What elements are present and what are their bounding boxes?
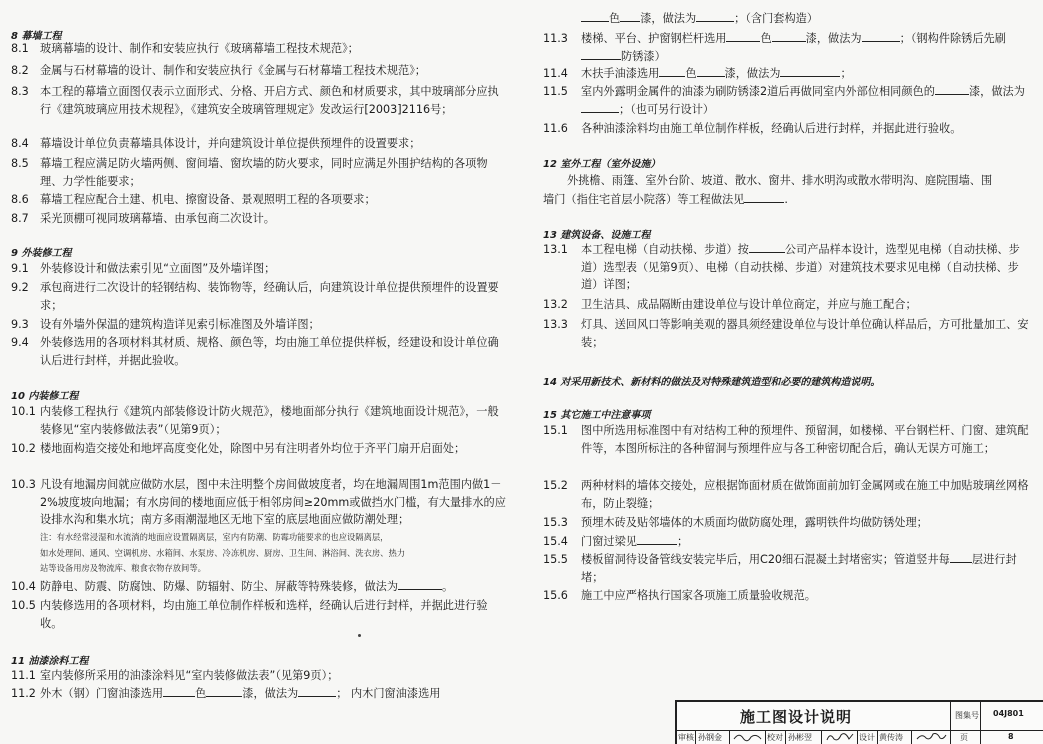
item-number: 10.3: [11, 478, 36, 491]
section-15-heading: 15 其它施工中注意事项: [543, 410, 651, 421]
item-10-1: [11, 403, 506, 438]
item-11-2-continued: [543, 10, 1033, 28]
section-12-paragraph-line2: 墙门（指住宅首层小院落）等工程做法见 .: [543, 193, 788, 206]
atlas-number-label: 图集号: [955, 711, 979, 720]
role-reviewer-label: 审核: [678, 733, 694, 742]
fill-blank: [935, 94, 969, 95]
item-9-4: [11, 334, 506, 369]
item-number: 11.1: [11, 669, 36, 682]
page-number: 8: [1008, 732, 1014, 741]
fill-blank: [206, 696, 242, 697]
item-15-3: [543, 514, 1033, 532]
section-12-paragraph-line1: 外挑檐、雨篷、室外台阶、坡道、散水、窗井、排水明沟或散水带明沟、庭院围墙、围: [567, 174, 993, 187]
fill-blank: [620, 21, 640, 22]
item-text: 公司产品样本设计，选型见电梯（自动扶梯、步道）选型表（见第9页）、电梯（自动扶梯、步道）对建筑技术要求见电梯（自动扶梯、步道）详图；: [581, 243, 1020, 291]
item-11-1: [11, 667, 506, 685]
checker-signature: [825, 730, 855, 743]
item-number: 8.5: [11, 157, 29, 170]
item-text: 防静电、防震、防腐蚀、防爆、防辐射、防尘、屏蔽等特殊装修，做法为: [40, 580, 399, 593]
item-text: 内装修工程执行《建筑内部装修设计防火规范》，楼地面部分执行《建筑地面设计规范》，一般装修见“室内装修做法表”（见第9页）；: [40, 405, 499, 436]
item-15-1: [543, 422, 1033, 457]
fill-blank: [726, 41, 760, 42]
note-line: 站等设备用房及物流库、粮食衣物存放间等。: [40, 563, 206, 573]
item-text: 凡设有地漏房间就应做防水层，图中未注明整个房间做坡度者，均在地漏周围1m范围内做1－2%坡度坡向地漏；有水房间的楼地面应低于相邻房间≥20mm或做挡水门槛，有大量排水的应设排水沟和集水坑；南方多雨潮湿地区无地下室的底层地面应做防潮处理；: [40, 478, 506, 526]
item-text: 内装修选用的各项材料，均由施工单位制作样板和选样，经确认后进行封样，并据此进行验收。: [40, 599, 488, 630]
section-13-heading: 13 建筑设备、设施工程: [543, 230, 651, 241]
section-9-heading: 9 外装修工程: [11, 248, 72, 259]
item-number: 9.2: [11, 281, 29, 294]
designer-signature: [915, 730, 948, 743]
item-number: 11.4: [543, 67, 568, 80]
item-10-2: [11, 440, 506, 458]
item-10-3-note: [40, 530, 510, 577]
item-text: 漆，做法为: [724, 67, 781, 80]
fill-blank: [862, 41, 900, 42]
item-number: 8.6: [11, 193, 29, 206]
designer-name: 黄传涛: [879, 733, 903, 742]
item-number: 15.3: [543, 516, 568, 529]
item-number: 8.4: [11, 137, 29, 150]
item-9-1: [11, 260, 506, 278]
fill-blank: [780, 76, 840, 77]
reviewer-name: 孙钢金: [698, 733, 722, 742]
item-text: 图中所选用标准图中有对结构工种的预埋件、预留洞，如楼梯、平台钢栏杆、门窗、建筑配件等，本图所标注的各种留洞与预埋件应与各工种密切配合后，确认无误方可施工；: [581, 424, 1029, 455]
item-13-3: [543, 316, 1033, 351]
item-text: ；（含门套构造）: [734, 12, 819, 25]
item-number: 9.3: [11, 318, 29, 331]
item-text: 施工中应严格执行国家各项施工质量验收规范。: [581, 589, 816, 602]
item-10-3: [11, 476, 506, 529]
fill-blank: [950, 562, 972, 563]
item-text: 色: [685, 67, 697, 80]
item-8-2: [11, 62, 506, 80]
note-line: 如水处理间、通风、空调机房、水箱间、水泵房、冷冻机房、厨房、卫生间、淋浴间、洗衣房、热力: [40, 547, 406, 558]
item-number: 13.2: [543, 298, 568, 311]
item-15-4: [543, 533, 1033, 551]
speck: [358, 634, 361, 637]
item-9-2: [11, 279, 506, 314]
sheet-title: 施工图设计说明: [740, 708, 853, 726]
role-designer-label: 设计: [859, 733, 875, 742]
item-text: 金属与石材幕墙的设计、制作和安装应执行《金属与石材幕墙工程技术规范》；: [40, 64, 426, 77]
item-number: 11.6: [543, 122, 568, 135]
item-number: 13.1: [543, 243, 568, 256]
item-text: 外木（钢）门窗油漆选用: [40, 687, 164, 700]
fill-blank: [697, 76, 725, 77]
item-11-6: [543, 120, 1033, 138]
item-number: 10.5: [11, 599, 36, 612]
item-text: 色: [760, 32, 772, 45]
item-number: 10.1: [11, 405, 36, 418]
item-text: 本工程电梯（自动扶梯、步道）按: [581, 243, 749, 256]
item-text: 承包商进行二次设计的轻钢结构、装饰物等，经确认后，向建筑设计单位提供预埋件的设置要求；: [40, 281, 499, 312]
paragraph-text: 墙门（指住宅首层小院落）等工程做法见: [543, 193, 745, 206]
item-8-1: [11, 40, 506, 58]
item-text: 幕墙设计单位负责幕墙具体设计，并向建筑设计单位提供预埋件的设置要求；: [40, 137, 421, 150]
item-text: ；（钢构件除锈后先刷: [899, 32, 1006, 45]
item-number: 11.2: [11, 687, 36, 700]
item-text: 各种油漆涂料均由施工单位制作样板，经确认后进行封样，并据此进行验收。: [581, 122, 962, 135]
item-15-6: [543, 587, 1033, 605]
item-number: 8.2: [11, 64, 29, 77]
fill-blank: [772, 41, 806, 42]
item-text: 色: [195, 687, 207, 700]
reviewer-signature: [733, 731, 763, 743]
item-text: 漆，做法为: [242, 687, 299, 700]
note-line: 注：有水经常浸湿和水流淌的地面应设置隔离层，室内有防潮、防霉功能要求的也应设隔离层，: [40, 532, 389, 542]
item-15-2: [543, 477, 1033, 512]
item-8-6: [11, 191, 506, 209]
fill-blank: [696, 21, 734, 22]
item-text: 设有外墙外保温的建筑构造详见索引标准图及外墙详图；: [40, 318, 320, 331]
item-10-4: 10.4 防静电、防震、防腐蚀、防爆、防辐射、防尘、屏蔽等特殊装修，做法为 。: [11, 578, 506, 596]
item-15-5: [543, 551, 1033, 586]
item-11-4: [543, 65, 1033, 83]
item-text: 漆，做法为: [640, 12, 697, 25]
section-14-heading: 14 对采用新技术、新材料的做法及对特殊建筑造型和必要的建筑构造说明。: [543, 377, 881, 388]
item-text: 色: [609, 12, 621, 25]
fill-blank: [744, 202, 784, 203]
atlas-number-value: 04J801: [993, 709, 1024, 718]
item-text: 幕墙工程应满足防火墙两侧、窗间墙、窗坎墙的防火要求，同时应满足外围护结构的各项物理、力学性能要求；: [40, 157, 488, 188]
fill-blank: [581, 112, 619, 113]
item-text: ；: [676, 535, 689, 548]
item-text: 幕墙工程应配合土建、机电、擦窗设备、景观照明工程的各项要求；: [40, 193, 376, 206]
item-9-3: [11, 316, 506, 334]
fill-blank: [581, 21, 609, 22]
fill-blank: [163, 696, 195, 697]
item-number: 8.3: [11, 85, 29, 98]
item-text: 采光顶棚可视同玻璃幕墙、由承包商二次设计。: [40, 212, 275, 225]
item-11-3: [543, 30, 1033, 65]
item-text: ； 内木门窗油漆选用: [336, 687, 441, 700]
item-number: 9.1: [11, 262, 29, 275]
item-text: 室内外露明金属件的油漆为刷防锈漆2道后再做同室内外部位相同颜色的: [581, 85, 935, 98]
fill-blank: [398, 589, 442, 590]
item-number: 10.2: [11, 442, 36, 455]
section-8-heading: 8 幕墙工程: [11, 31, 62, 42]
item-text: 卫生洁具、成品隔断由建设单位与设计单位商定，并应与施工配合；: [581, 298, 917, 311]
item-8-4: [11, 135, 506, 153]
page-label: 页: [960, 733, 968, 742]
item-10-5: [11, 597, 506, 632]
item-8-7: [11, 210, 506, 228]
item-13-2: [543, 296, 1033, 314]
item-text: 楼地面构造交接处和地坪高度变化处，除图中另有注明者外均位于齐平门扇开启面处；: [40, 442, 466, 455]
item-number: 11.5: [543, 85, 568, 98]
item-text: 玻璃幕墙的设计、制作和安装应执行《玻璃幕墙工程技术规范》；: [40, 42, 359, 55]
item-number: 15.1: [543, 424, 568, 437]
item-number: 9.4: [11, 336, 29, 349]
item-text: 楼板留洞待设备管线安装完毕后，用C20细石混凝土封堵密实；管道竖井每: [581, 553, 950, 566]
fill-blank: [581, 59, 621, 60]
item-number: 15.4: [543, 535, 568, 548]
item-number: 13.3: [543, 318, 568, 331]
item-number: 8.1: [11, 42, 29, 55]
fill-blank: [637, 544, 677, 545]
item-text: 灯具、送回风口等影响美观的器具须经建设单位与设计单位确认样品后，方可批量加工、安装；: [581, 318, 1029, 349]
item-text: ；（也可另行设计）: [619, 102, 715, 116]
section-10-heading: 10 内装修工程: [11, 391, 79, 402]
item-text: 室内装修所采用的油漆涂料见“室内装修做法表”（见第9页）；: [40, 669, 339, 682]
title-block: [675, 700, 1043, 744]
item-text: 层进行封堵；: [581, 553, 1017, 584]
item-text: 木扶手油漆选用: [581, 67, 660, 80]
item-text: ；: [840, 67, 852, 80]
item-number: 11.3: [543, 32, 568, 45]
fill-blank: [749, 252, 785, 253]
item-number: 10.4: [11, 580, 36, 593]
item-text: 漆，做法为: [805, 32, 862, 45]
item-11-2: [11, 685, 511, 703]
item-11-5: [543, 83, 1033, 118]
item-text: 漆，做法为: [968, 85, 1025, 98]
item-text: 门窗过梁见: [581, 535, 637, 548]
checker-name: 孙彬翌: [788, 733, 812, 742]
item-8-3: [11, 83, 506, 118]
item-text: 两种材料的墙体交接处，应根据饰面材质在做饰面前加钉金属网或在施工中加贴玻璃丝网格布，防止裂缝；: [581, 479, 1029, 510]
item-8-5: [11, 155, 506, 190]
item-number: 15.5: [543, 553, 568, 566]
item-text: 外装修选用的各项材料其材质、规格、颜色等，均由施工单位提供样板，经建设和设计单位确认后进行封样，并据此验收。: [40, 336, 499, 367]
section-12-heading: 12 室外工程（室外设施）: [543, 159, 661, 170]
item-text: 外装修设计和做法索引见“立面图”及外墙详图；: [40, 262, 276, 275]
section-11-heading: 11 油漆涂料工程: [11, 656, 89, 667]
item-number: 15.2: [543, 479, 568, 492]
item-text: 本工程的幕墙立面图仅表示立面形式、分格、开启方式、颜色和材质要求，其中玻璃部分应执行《建筑玻璃应用技术规程》，《建筑安全玻璃管理规定》发改运行[2003]2116号；: [40, 85, 499, 116]
item-13-1: [543, 241, 1033, 294]
fill-blank: [298, 696, 336, 697]
item-text: 防锈漆）: [621, 49, 666, 63]
item-text: 楼梯、平台、护窗钢栏杆选用: [581, 32, 727, 45]
role-checker-label: 校对: [767, 733, 783, 742]
item-text: 预埋木砖及贴邻墙体的木质面均做防腐处理，露明铁件均做防锈处理；: [581, 516, 928, 529]
fill-blank: [659, 76, 685, 77]
item-number: 8.7: [11, 212, 29, 225]
item-number: 15.6: [543, 589, 568, 602]
